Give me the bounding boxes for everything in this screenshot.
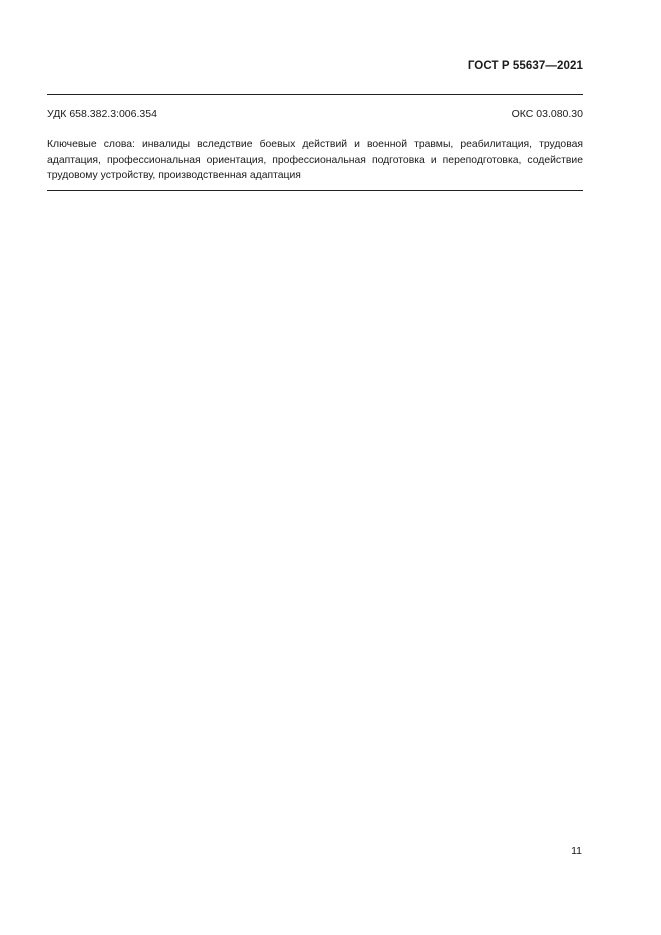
keywords-paragraph: Ключевые слова: инвалиды вследствие боевых действий и военной травмы, реабилитация, трудовая адаптация, профессиональная ориентация, профессиональная подготовка и переподготовка, содействие трудовому устройству, производственная адаптация [47, 139, 583, 181]
oks-code: ОКС 03.080.30 [511, 108, 583, 120]
udk-code: УДК 658.382.3:006.354 [47, 108, 157, 120]
top-divider [47, 94, 583, 95]
classification-row [47, 108, 583, 120]
bottom-divider [47, 190, 583, 191]
page-number: 11 [571, 845, 582, 857]
standard-code: ГОСТ Р 55637—2021 [467, 60, 583, 72]
